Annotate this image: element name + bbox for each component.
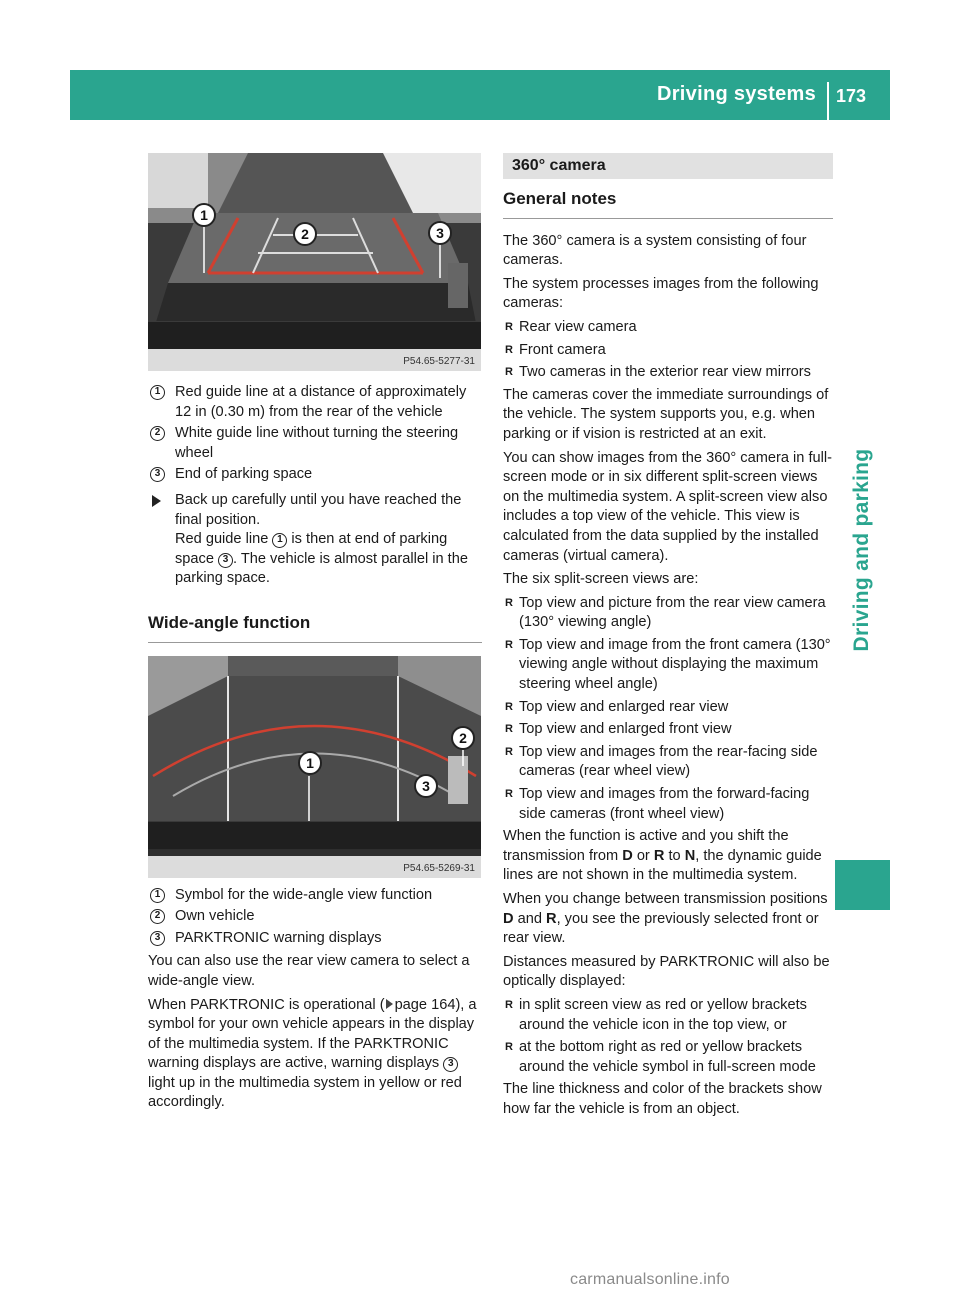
camera-list (503, 318, 833, 383)
rear-camera-figure (148, 153, 481, 371)
step-arrow-icon (152, 495, 161, 507)
side-tab-block (835, 860, 890, 910)
display-list (503, 996, 833, 1077)
legend-item: 1 Red guide line at a distance of approximately 12 in (0.30 m) from the rear of the vehicle (148, 383, 482, 422)
list-item: R Top view and picture from the rear view camera (130° viewing angle) (503, 594, 833, 633)
list-item: R in split screen view as red or yellow brackets around the vehicle icon in the top view, or (503, 996, 833, 1035)
side-tab (835, 290, 890, 810)
callout-1: 1 (192, 203, 216, 227)
right-column (503, 153, 833, 1124)
paragraph: The six split-screen views are: (503, 571, 699, 588)
list-item: R Front camera (503, 341, 833, 361)
header-title: Driving systems (656, 83, 816, 105)
footer-watermark: carmanualsonline.info (570, 1271, 730, 1288)
page-header (70, 70, 890, 120)
figure-caption: P54.65-5277-31 (148, 349, 481, 371)
legend-list (148, 886, 482, 949)
paragraph: When the function is active and you shift the transmission from D or R to N, the dynamic guide lines are not shown in the multimedia system. (503, 828, 822, 884)
paragraph: When you change between transmission positions D and R, you see the previously selected front or rear view. (503, 891, 828, 947)
callout-1: 1 (298, 751, 322, 775)
list-item: R Top view and image from the front camera (130° viewing angle without displaying the maximum steering wheel angle) (503, 636, 833, 695)
left-column (148, 153, 482, 1117)
section-heading: Wide-angle function (148, 613, 482, 643)
page-number: 173 (835, 86, 866, 106)
section-title: 360° camera (503, 153, 833, 179)
page-ref-arrow-icon (386, 999, 393, 1009)
wide-angle-figure (148, 656, 481, 878)
list-item: R Two cameras in the exterior rear view mirrors (503, 363, 833, 383)
paragraph: You can show images from the 360° camera in full-screen mode or in six different split-screen views on the multimedia system. A split-screen view also includes a top view of the vehicle. This view is calculated from the data supplied by the installed cameras (virtual camera). (503, 449, 832, 564)
figure-caption: P54.65-5269-31 (148, 856, 481, 878)
legend-item: 3 PARKTRONIC warning displays (148, 929, 482, 949)
legend-item: 2 Own vehicle (148, 907, 482, 927)
legend-item: 3 End of parking space (148, 465, 482, 485)
instruction-step: Back up carefully until you have reached the final position. Red guide line 1 is then at end of parking space 3 . The vehicle is almost parallel in the parking space. (148, 491, 482, 589)
callout-2: 2 (451, 726, 475, 750)
list-item: R Top view and enlarged front view (503, 720, 833, 740)
legend-list (148, 383, 482, 485)
split-view-list (503, 594, 833, 825)
page-reference[interactable]: page 164 (394, 996, 456, 1013)
legend-item: 2 White guide line without turning the steering wheel (148, 424, 482, 463)
paragraph: The line thickness and color of the brackets show how far the vehicle is from an object. (503, 1081, 822, 1117)
legend-item: 1 Symbol for the wide-angle view function (148, 886, 482, 906)
callout-2: 2 (293, 222, 317, 246)
side-tab-label: Driving and parking (850, 448, 874, 652)
list-item: R Top view and enlarged rear view (503, 698, 833, 718)
section-heading: General notes (503, 189, 833, 219)
list-item: R Top view and images from the rear-facing side cameras (rear wheel view) (503, 743, 833, 782)
paragraph: You can also use the rear view camera to select a wide-angle view. (148, 953, 470, 989)
paragraph: The cameras cover the immediate surroundings of the vehicle. The system supports you, e.g. when parking or if vision is restricted at an exit. (503, 386, 829, 442)
list-item: R Rear view camera (503, 318, 833, 338)
header-separator (827, 82, 829, 120)
paragraph: The system processes images from the following cameras: (503, 275, 819, 312)
camera-toolbar (148, 321, 481, 349)
callout-3: 3 (414, 774, 438, 798)
paragraph: The 360° camera is a system consisting of four cameras. (503, 232, 807, 269)
camera-toolbar (148, 821, 481, 849)
list-item: R Top view and images from the forward-facing side cameras (front wheel view) (503, 785, 833, 824)
list-item: R at the bottom right as red or yellow brackets around the vehicle symbol in full-screen mode (503, 1038, 833, 1077)
paragraph: When PARKTRONIC is operational ( page 164), a symbol for your own vehicle appears in the display of the multimedia system. If the PARKTRONIC warning displays are active, warning displays 3 light up in the multimedia system in yellow or red accordingly. (148, 996, 477, 1111)
paragraph: Distances measured by PARKTRONIC will also be optically displayed: (503, 953, 830, 990)
callout-3: 3 (428, 221, 452, 245)
